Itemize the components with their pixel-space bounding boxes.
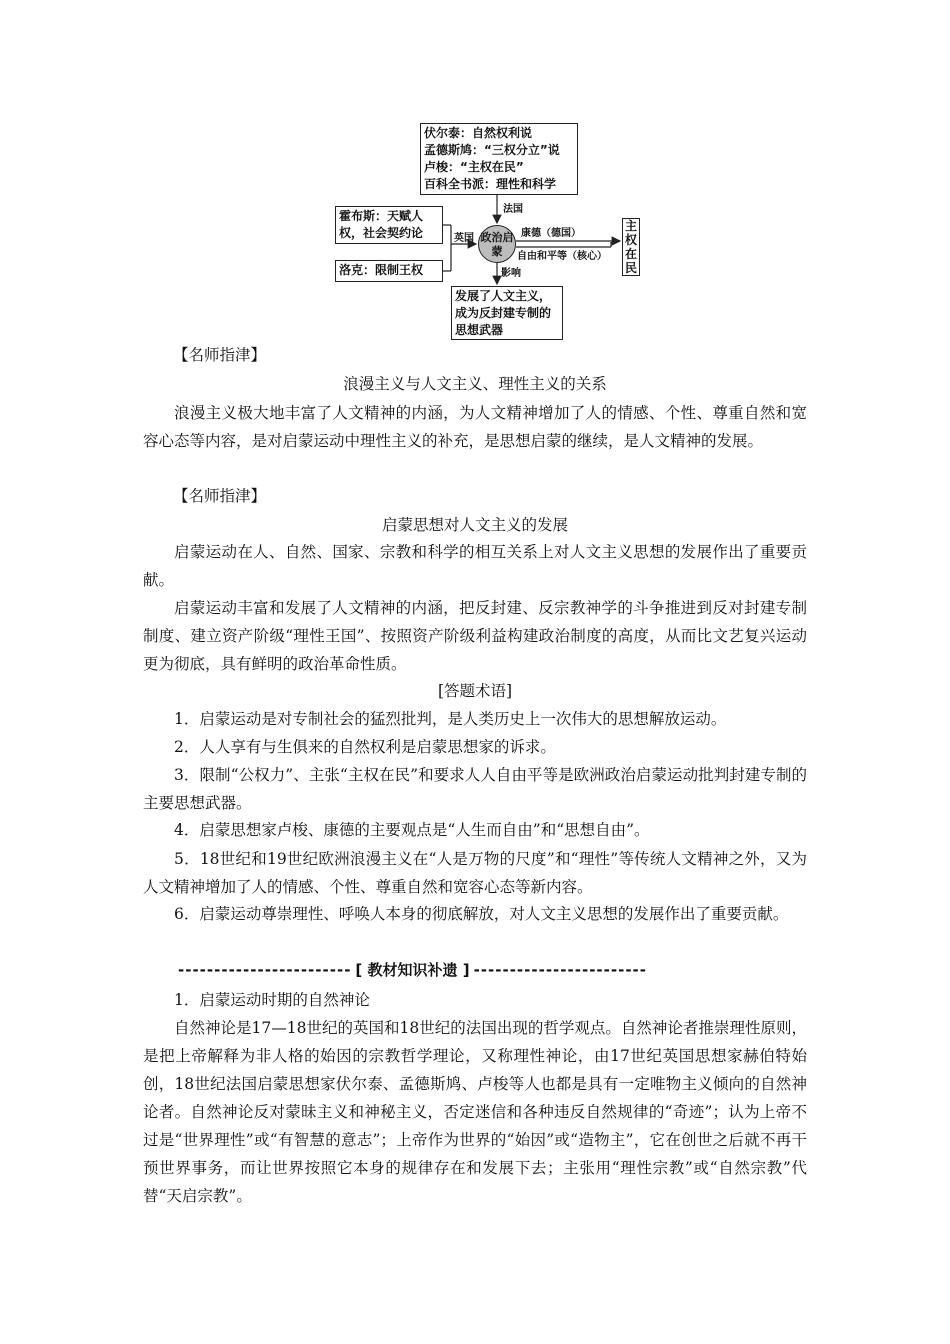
supplement-paragraph: 自然神论是17—18世纪的英国和18世纪的法国出现的哲学观点。自然神论者推崇理性原则，是把上帝解释为非人格的始因的宗教哲学理论，又称理性神论，由17世纪英国思想家赫伯特始创，18世纪法国启蒙思想家伏尔泰、孟德斯鸠、卢梭等人也都是具有一定唯物主义倾向的自然神论者。自然神论反对蒙昧主义和神秘主义，否定迷信和各种违反自然规律的“奇迹”；认为上帝不过是“世界理性”或“有智慧的意志”；上帝作为世界的“始因”或“造物主”，它在创世之后就不再干预世界事务，而让世界按照它本身的规律存在和发展下去；主张用“理性宗教”或“自然宗教”代替“天启宗教”。 xyxy=(143,1019,807,1205)
enlightenment-diagram xyxy=(335,118,645,343)
label-england: 英国 xyxy=(454,233,474,244)
answer-terms-title: [答题术语] xyxy=(437,682,513,700)
thinker-voltaire: 伏尔泰：自然权利说 xyxy=(424,126,533,140)
divider-dashes-right: ------------------------ xyxy=(473,961,647,979)
thinker-locke-box: 洛克：限制王权 xyxy=(335,260,443,282)
supplement-title: [ 教材知识补遗 ] xyxy=(355,961,470,979)
term-item-3: 3．限制“公权力”、主张“主权在民”和要求人人自由平等是欧洲政治启蒙运动批判封建专制的主要思想武器。 xyxy=(143,766,807,812)
thinker-hobbes-box: 霍布斯：天赋人权，社会契约论 xyxy=(335,206,443,244)
section-2-title: 启蒙思想对人文主义的发展 xyxy=(381,516,568,534)
term-item-1: 1．启蒙运动是对专制社会的猛烈批判，是人类历史上一次伟大的思想解放运动。 xyxy=(174,710,727,728)
section-2-paragraph-1: 启蒙运动在人、自然、国家、宗教和科学的相互关系上对人文主义思想的发展作出了重要贡献。 xyxy=(143,543,807,589)
thinkers-france-box xyxy=(420,123,578,195)
impact-box: 发展了人文主义，成为反封建专制的思想武器 xyxy=(451,286,563,340)
section-1-paragraph: 浪漫主义极大地丰富了人文精神的内涵，为人文精神增加了人的情感、个性、尊重自然和宽容心态等内容，是对启蒙运动中理性主义的补充，是思想启蒙的继续，是人文精神的发展。 xyxy=(143,404,807,450)
divider-dashes-left: ------------------------ xyxy=(178,961,352,979)
thinker-rousseau: 卢梭：“主权在民” xyxy=(424,160,524,174)
political-enlightenment-node: 政治启蒙 xyxy=(478,225,516,263)
term-item-6: 6．启蒙运动尊崇理性、呼唤人本身的彻底解放，对人文主义思想的发展作出了重要贡献。 xyxy=(174,905,789,923)
tip-tag-1: 【名师指津】 xyxy=(173,346,267,364)
label-france: 法国 xyxy=(503,204,523,215)
thinker-montesquieu: 孟德斯鸠：“三权分立”说 xyxy=(424,143,560,157)
term-item-4: 4．启蒙思想家卢梭、康德的主要观点是“人生而自由”和“思想自由”。 xyxy=(174,821,650,839)
supplement-divider xyxy=(178,958,848,982)
popular-sovereignty-box: 主权在民 xyxy=(622,218,640,276)
label-impact: 影响 xyxy=(501,268,521,279)
thinker-encyclopedists: 百科全书派：理性和科学 xyxy=(424,177,557,191)
label-liberty-equality: 自由和平等（核心） xyxy=(517,251,607,262)
term-item-2: 2．人人享有与生俱来的自然权利是启蒙思想家的诉求。 xyxy=(174,738,556,756)
term-item-5: 5．18世纪和19世纪欧洲浪漫主义在“人是万物的尺度”和“理性”等传统人文精神之外，又为人文精神增加了人的情感、个性、尊重自然和宽容心态等新内容。 xyxy=(143,850,807,896)
section-1-title: 浪漫主义与人文主义、理性主义的关系 xyxy=(343,375,607,393)
section-2-paragraph-2: 启蒙运动丰富和发展了人文精神的内涵，把反封建、反宗教神学的斗争推进到反对封建专制制度、建立资产阶级“理性王国”、按照资产阶级利益构建政治制度的高度，从而比文艺复兴运动更为彻底，具有鲜明的政治革命性质。 xyxy=(143,599,807,673)
label-kant: 康德（德国） xyxy=(521,228,581,239)
supplement-heading: 1．启蒙运动时期的自然神论 xyxy=(174,991,370,1009)
tip-tag-2: 【名师指津】 xyxy=(173,487,267,505)
